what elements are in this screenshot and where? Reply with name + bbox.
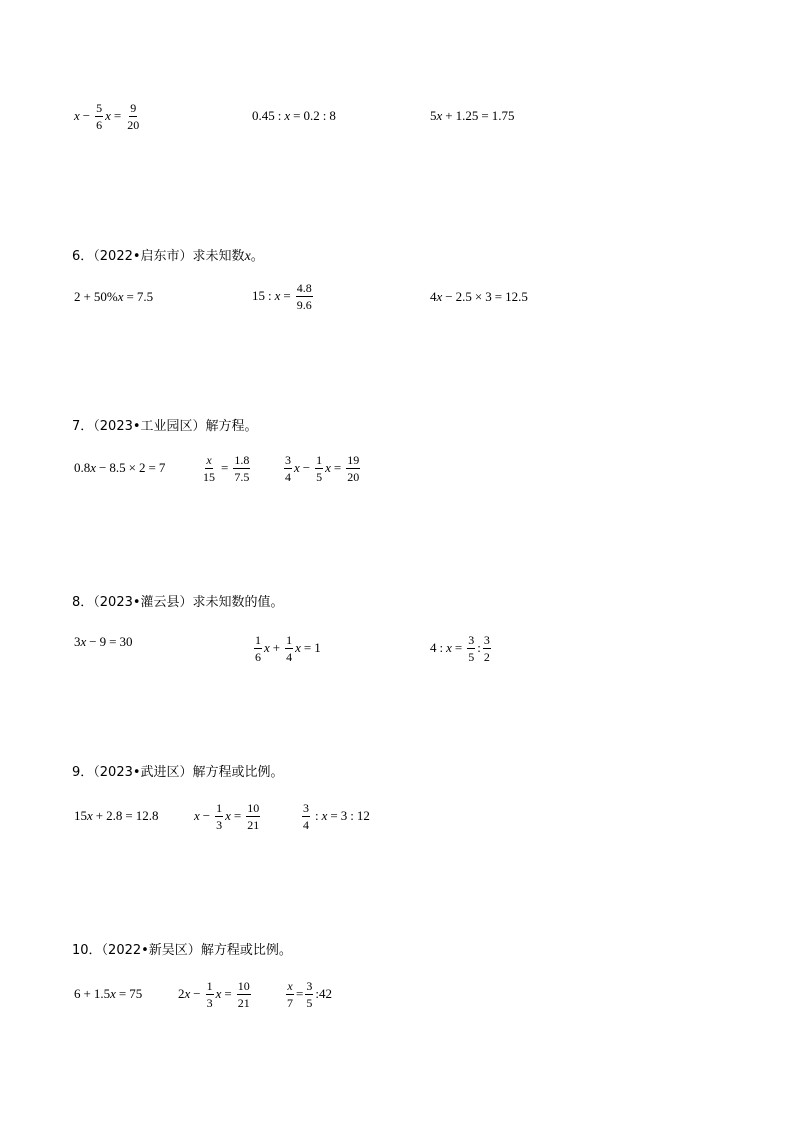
equation-9-1: 15 x + 2.8 = 12.8	[74, 808, 159, 823]
problem-10-heading: 10．（2022•新吴区）解方程或比例。	[72, 943, 292, 958]
fraction: 1 3	[206, 978, 213, 1010]
fraction: 9 20	[127, 100, 140, 132]
equation-8-3: 4 : x = 3 5 : 3 2	[430, 632, 490, 664]
equation-7-2: x 15 = 1.8 7.5	[203, 452, 250, 484]
equation-8-2: 1 6 x + 1 4 x = 1	[255, 632, 321, 664]
fraction: 3 2	[483, 632, 490, 664]
problem-6-equations	[0, 274, 794, 318]
problem-5-equations	[0, 94, 794, 138]
problem-8-heading: 8．（2023•灌云县）求未知数的值。	[72, 595, 284, 610]
equation-7-3: 3 4 x − 1 5 x = 19 20	[285, 452, 360, 484]
equation-6-3: 4 x − 2.5 × 3 = 12.5	[430, 289, 528, 304]
fraction: 3 4	[285, 452, 291, 484]
equation-10-2: 2 x − 1 3 x = 10 21	[178, 978, 250, 1010]
fraction: 10 21	[237, 978, 250, 1010]
equation-9-3: 3 4 : x = 3 : 12	[303, 800, 370, 832]
equation-6-1: 2 + 50% x = 7.5	[74, 289, 154, 304]
equation-10-1: 6 + 1.5 x = 75	[74, 986, 143, 1001]
equation-5-3: 5 x + 1.25 = 1.75	[430, 108, 515, 123]
fraction: 1 4	[286, 632, 293, 664]
equation-5-2: 0.45 : x = 0.2 : 8	[252, 108, 336, 123]
fraction: 4.8 9.6	[296, 280, 312, 312]
equation-8-1: 3 x − 9 = 30	[74, 634, 133, 649]
problem-6-heading: 6．（2022•启东市）求未知数x。	[72, 249, 264, 264]
fraction: 3 5	[468, 632, 475, 664]
fraction: x 15	[203, 452, 215, 484]
problem-7-heading: 7．（2023•工业园区）解方程。	[72, 419, 258, 434]
equation-9-2: x − 1 3 x = 10 21	[194, 800, 260, 832]
equation-6-2: 15 : x = 4.8 9.6	[252, 280, 312, 312]
fraction: 1.8 7.5	[234, 452, 250, 484]
problem-8-equations	[0, 626, 794, 670]
problem-9-heading: 9．（2023•武进区）解方程或比例。	[72, 765, 284, 780]
fraction: 1 3	[216, 800, 223, 832]
fraction: $\frac{3}{5}$	[306, 978, 313, 1010]
problem-9-equations	[0, 794, 794, 838]
fraction: $\frac{x}{7}$	[287, 978, 293, 1010]
fraction: 10 21	[247, 800, 260, 832]
problem-10-equations	[0, 972, 794, 1016]
fraction: 3 4	[303, 800, 309, 832]
fraction: 5 6	[96, 100, 103, 132]
fraction: 1 6	[255, 632, 261, 664]
equation-7-1: 0.8 x − 8.5 × 2 = 7	[74, 460, 166, 475]
equation-5-1: x − 5 6 x = 9 20	[74, 100, 140, 132]
fraction: 19 20	[347, 452, 360, 484]
equation-10-3: $\frac{x}{7}$ = $\frac{3}{5}$ : 42	[287, 978, 332, 1010]
fraction: 1 5	[316, 452, 323, 484]
problem-7-equations	[0, 446, 794, 490]
